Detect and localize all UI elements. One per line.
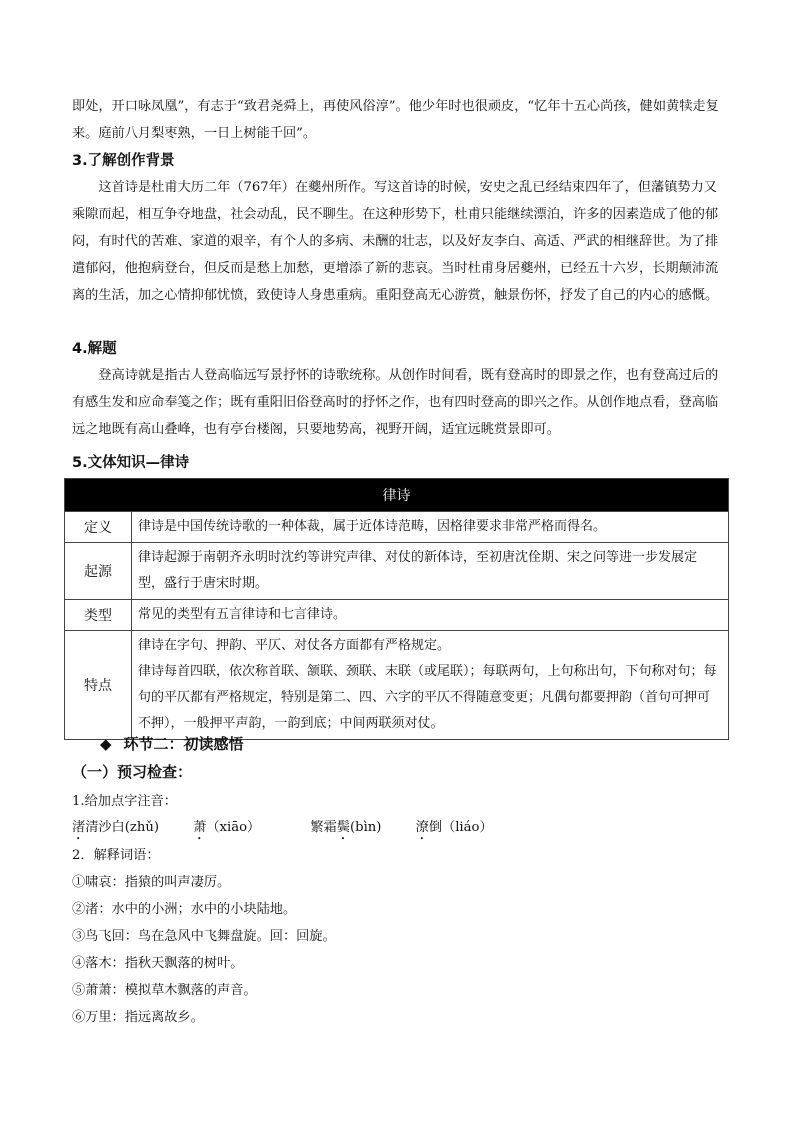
definition-item: ②渚：水中的小洲；水中的小块陆地。 [72, 902, 297, 917]
intro-paragraph: 即处，开口咏凤凰”，有志于“致君尧舜上，再使风俗淳”。他少年时也很顽皮，“忆年十五心尚孩，健如黄犊走复来。庭前八月梨枣熟，一日上树能千回”。 [72, 99, 719, 141]
regulated-verse-table [64, 478, 729, 740]
table-title: 律诗 [65, 479, 729, 512]
diamond-bullet-icon: ◆ [100, 735, 112, 753]
section-2-title: 环节二：初读感悟 [123, 735, 244, 753]
row-text: 律诗是中国传统诗歌的一种体裁，属于近体诗范畴，因格律要求非常严格而得名。 [132, 512, 729, 543]
row-label: 起源 [65, 543, 132, 600]
row-label: 类型 [65, 600, 132, 631]
row-label: 定义 [65, 512, 132, 543]
table-row [65, 512, 729, 543]
row-text: 常见的类型有五言律诗和七言律诗。 [132, 600, 729, 631]
section-4-heading: 4.解题 [72, 341, 117, 357]
section-5-heading: 5.文体知识—律诗 [72, 455, 190, 471]
table-row [65, 543, 729, 600]
definition-item: ①啸哀：指猿的叫声凄厉。 [72, 875, 231, 890]
section-2-heading [100, 733, 244, 754]
definition-item: ⑥万里：指远离故乡。 [72, 1010, 204, 1025]
pinyin-item: 渚清沙白(zhǔ) [72, 820, 159, 835]
pinyin-item: 萧（xiāo） [193, 820, 261, 835]
pinyin-item: 繁霜鬓(bìn) [310, 820, 382, 835]
pinyin-row [72, 816, 493, 843]
row-text: 律诗起源于南朝齐永明时沈约等讲究声律、对仗的新体诗，至初唐沈佺期、宋之问等进一步发展定型，盛行于唐宋时期。 [132, 543, 729, 600]
definition-item: ⑤萧萧：模拟草木飘落的声音。 [72, 983, 257, 998]
row-label: 特点 [65, 631, 132, 740]
feature-line-1: 律诗在字句、押韵、平仄、对仗各方面都有严格规定。 [138, 638, 451, 653]
section-4-body: 登高诗就是指古人登高临远写景抒怀的诗歌统称。从创作时间看，既有登高时的即景之作，也有登高过后的有感生发和应命奉笺之作；既有重阳旧俗登高时的抒怀之作，也有四时登高的即兴之作。从创作地点看，登高临远之地既有高山叠峰，也有亭台楼阁，只要地势高，视野开阔，适宜远眺赏景即可。 [72, 368, 719, 437]
question-1-label: 1.给加点字注音： [72, 794, 177, 809]
table-row [65, 631, 729, 740]
definition-item: ④落木：指秋天飘落的树叶。 [72, 956, 244, 971]
preview-check-heading: （一）预习检查： [72, 763, 193, 781]
table-row [65, 600, 729, 631]
definition-item: ③鸟飞回：鸟在急风中飞舞盘旋。回：回旋。 [72, 929, 336, 944]
feature-line-2: 律诗每首四联，依次称首联、颔联、颈联、末联（或尾联）；每联两句，上句称出句，下句称对句；每句的平仄都有严格规定，特别是第二、四、六字的平仄不得随意变更；凡偶句都要押韵（首句可押可不押），一般押平声韵，一韵到底；中间两联须对仗。 [138, 664, 717, 731]
section-3-body: 这首诗是杜甫大历二年（767年）在夔州所作。写这首诗的时候，安史之乱已经结束四年了，但藩镇势力又乘隙而起，相互争夺地盘，社会动乱，民不聊生。在这种形势下，杜甫只能继续漂泊，许多的因素造成了他的郁闷，有时代的苦难、家道的艰辛，有个人的多病、未酬的壮志，以及好友李白、高适、严武的相继辞世。为了排遣郁闷，他抱病登台，但反而是愁上加愁，更增添了新的悲哀。当时杜甫身居夔州，已经五十六岁，长期颠沛流离的生活，加之心情抑郁忧愤，致使诗人身患重病。重阳登高无心游赏，触景伤怀，抒发了自己的内心的感慨。 [72, 180, 719, 303]
row-text [132, 631, 729, 740]
question-2-label: 2．解释词语： [72, 848, 160, 863]
section-3-heading: 3.了解创作背景 [72, 153, 175, 169]
pinyin-item: 潦倒（liáo） [415, 820, 493, 835]
